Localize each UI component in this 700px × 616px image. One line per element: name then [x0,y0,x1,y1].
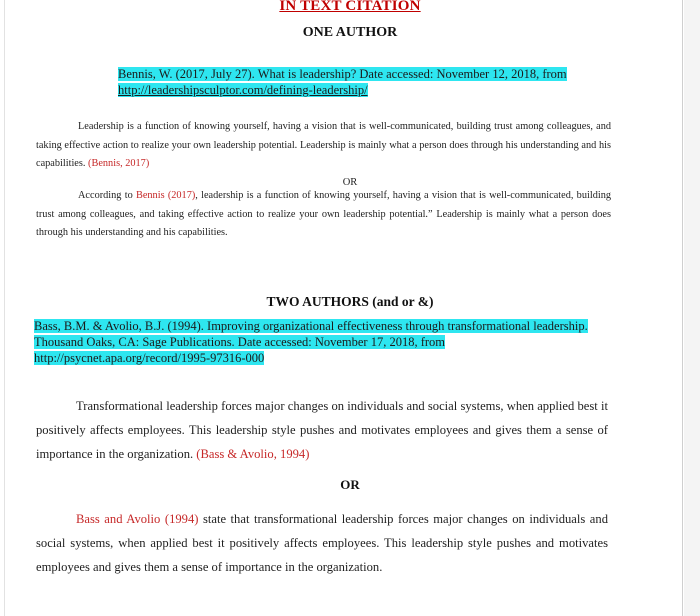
reference-bass-avolio-text: Bass, B.M. & Avolio, B.J. (1994). Improving organizational effectiveness through transformational leadership. Thousand Oaks, CA: Sage Publications. Date accessed: November 17, 2018, from [34,319,588,349]
paragraph-text: Leadership is a function of knowing yourself, having a vision that is well-communicated, building trust among colleagues, and taking effective action to realize your own leadership potential. Leadership is mainly what a person does through his understanding and his capabilities. [36,121,611,169]
paragraph-lead: According to [78,190,133,201]
paragraph-text: Transformational leadership forces major changes on individuals and social systems, when applied best it positively affects employees. This leadership style pushes and motivates employees and gives them a sense of importance in the organization. [36,399,608,461]
document-title: IN TEXT CITATION [279,0,421,14]
or-separator-one: OR [342,177,358,188]
paragraph-bennis-1 [36,118,611,174]
citation-bennis-parenthetical: (Bennis, 2017) [88,158,150,169]
citation-bennis-narrative: Bennis (2017) [135,190,196,201]
paragraph-bass-avolio-1 [36,394,608,466]
paragraph-bennis-2 [36,187,611,243]
citation-bass-avolio-parenthetical: (Bass & Avolio, 1994) [196,447,310,461]
paragraph-text: state that transformational leadership forces major changes on individuals and social systems, when applied best it positively affects employees. This leadership style pushes and motivates employees and gives them a sense of importance in the organization. [36,512,608,574]
paragraph-text: , leadership is a function of knowing yourself, having a vision that is well-communicated, building trust among colleagues, and taking effective action to realize your own leadership potential.” Leadership is mainly what a person does through his understanding and his capabilities. [36,190,611,238]
reference-bennis-link[interactable]: http://leadershipsculptor.com/defining-leadership/ [118,83,368,97]
section-heading-two-authors: TWO AUTHORS (and or &) [266,294,434,309]
citation-bass-avolio-narrative: Bass and Avolio (1994) [76,512,199,526]
paragraph-bass-avolio-2 [36,507,608,579]
reference-bennis-text: Bennis, W. (2017, July 27). What is leadership? Date accessed: November 12, 2018, from [118,67,567,81]
section-heading-one-author: ONE AUTHOR [302,25,398,40]
reference-bass-avolio [34,318,624,366]
or-separator-two: OR [340,477,360,492]
reference-bass-avolio-link[interactable]: http://psycnet.apa.org/record/1995-97316-000 [34,351,265,365]
reference-bennis [118,66,618,98]
